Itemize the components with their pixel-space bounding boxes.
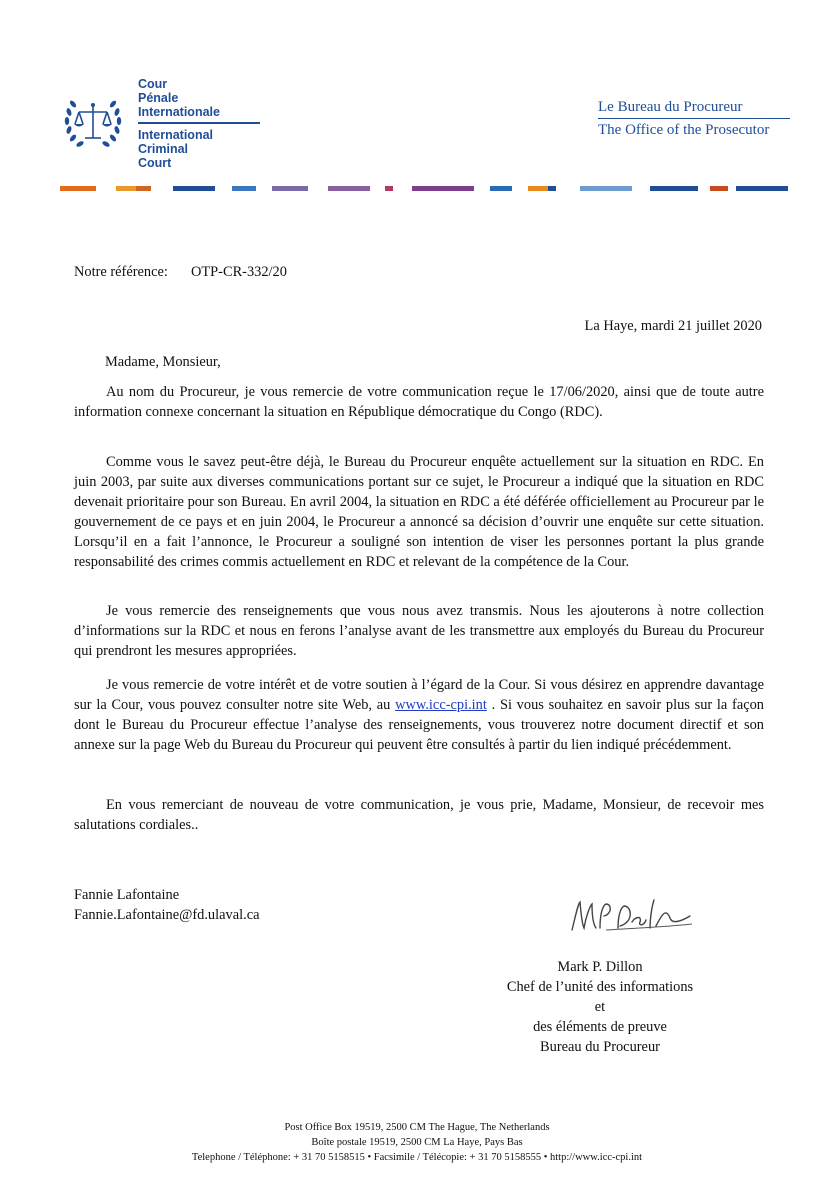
footer-line-1: Post Office Box 19519, 2500 CM The Hague, The Netherlands xyxy=(284,1122,550,1133)
office-block xyxy=(598,98,798,139)
office-name-en: The Office of the Prosecutor xyxy=(598,122,770,138)
signatory-name: Mark P. Dillon xyxy=(557,959,643,975)
paragraph-4-after-link: . Si vous souhaitez en savoir plus sur la façon dont le Bureau du Procureur effectue l’analyse des renseignements, vous trouverez notre document directif et son annexe sur la page Web du Bureau du Procureur qui peuvent être consultés à partir du lien indiqué précédemment. xyxy=(74,697,765,753)
paragraph-5 xyxy=(74,795,764,835)
color-bar-segment xyxy=(736,186,788,191)
paragraph-4-before-link: Je vous remercie de votre intérêt et de votre soutien à l’égard de la Cour. Si vous désirez en apprendre davantage sur la Cour, vous pouvez consulter notre site Web, au xyxy=(74,677,764,713)
court-name-fr-line2: Pénale xyxy=(138,91,179,105)
court-name-fr-line1: Cour xyxy=(138,77,168,91)
color-bar-segment xyxy=(272,186,308,191)
color-bar-segment xyxy=(650,186,698,191)
paragraph-1 xyxy=(74,382,764,422)
paragraph-2 xyxy=(74,452,764,572)
header-color-bar xyxy=(60,186,790,191)
paragraph-1-text: Au nom du Procureur, je vous remercie de votre communication reçue le 17/06/2020, ainsi que de toute autre information connexe concernant la situation en République démocratique du Congo (RDC). xyxy=(74,384,764,420)
paragraph-3-text: Je vous remercie des renseignements que vous nous avez transmis. Nous les ajouterons à notre collection d’informations sur la RDC et nous en ferons l’analyse avant de les transmettre aux employés du Bureau du Procureur qui prendront les mesures appropriées. xyxy=(74,603,764,659)
color-bar-segment xyxy=(710,186,728,191)
office-divider xyxy=(598,118,790,119)
footer-line-3: Telephone / Téléphone: + 31 70 5158515 • Facsimile / Télécopie: + 31 70 5158555 • http://www.icc-cpi.int xyxy=(191,1152,643,1163)
reference-label: Notre référence: xyxy=(74,264,168,280)
color-bar-segment xyxy=(60,186,96,191)
paragraph-4-text xyxy=(74,675,764,755)
color-bar-segment xyxy=(328,186,370,191)
court-name-block xyxy=(138,77,268,170)
court-name-en-line1: International xyxy=(138,128,214,142)
signatory-block xyxy=(500,957,700,1057)
color-bar-segment xyxy=(412,186,474,191)
signatory-title-line1: Chef de l’unité des informations et xyxy=(506,979,694,1015)
court-name-fr-line3: Internationale xyxy=(138,105,220,119)
color-bar-segment xyxy=(490,186,512,191)
recipient-email: Fannie.Lafontaine@fd.ulaval.ca xyxy=(74,907,260,923)
office-name-fr: Le Bureau du Procureur xyxy=(598,99,743,115)
court-name-en-line2: Criminal xyxy=(138,142,189,156)
color-bar-segment xyxy=(528,186,548,191)
color-bar-segment xyxy=(173,186,215,191)
reference-value: OTP-CR-332/20 xyxy=(191,264,287,280)
handwritten-signature-icon xyxy=(566,894,696,938)
color-bar-segment xyxy=(385,186,393,191)
reference-line xyxy=(74,262,287,282)
footer-line-2: Boîte postale 19519, 2500 CM La Haye, Pays Bas xyxy=(311,1137,523,1148)
signatory-title-line2: des éléments de preuve xyxy=(533,1019,667,1035)
color-bar-segment xyxy=(232,186,256,191)
color-bar-segment xyxy=(548,186,556,191)
paragraph-4 xyxy=(74,675,764,755)
court-name-en-line3: Court xyxy=(138,156,172,170)
salutation: Madame, Monsieur, xyxy=(105,354,221,370)
paragraph-5-text: En vous remerciant de nouveau de votre communication, je vous prie, Madame, Monsieur, de recevoir mes salutations cordiales.. xyxy=(74,797,764,833)
color-bar-segment xyxy=(136,186,151,191)
recipient-name: Fannie Lafontaine xyxy=(74,887,180,903)
footer-address xyxy=(120,1120,714,1165)
letter-date: La Haye, mardi 21 juillet 2020 xyxy=(584,318,762,334)
signatory-unit: Bureau du Procureur xyxy=(540,1039,660,1055)
recipient-block xyxy=(74,885,259,925)
icc-website-link[interactable]: www.icc-cpi.int xyxy=(395,697,487,713)
icc-logo-icon xyxy=(60,88,126,154)
color-bar-segment xyxy=(116,186,136,191)
court-name-divider xyxy=(138,122,260,124)
color-bar-segment xyxy=(580,186,632,191)
paragraph-3 xyxy=(74,601,764,661)
paragraph-2-text: Comme vous le savez peut-être déjà, le Bureau du Procureur enquête actuellement sur la situation en RDC. En juin 2003, par suite aux diverses communications portant sur ce sujet, le Procureur a indiqué que la situation en RDC devenait prioritaire pour son Bureau. En avril 2004, la situation en RDC a été déférée officiellement au Procureur par le gouvernement de ce pays et en juin 2004, le Procureur a annoncé sa décision d’ouvrir une enquête sur cette situation. Lorsqu’il en a fait l’annonce, le Procureur a souligné son intention de viser les personnes portant la plus grande responsabilité des crimes commis actuellement en RDC et relevant de la compétence de la Cour. xyxy=(74,454,764,570)
